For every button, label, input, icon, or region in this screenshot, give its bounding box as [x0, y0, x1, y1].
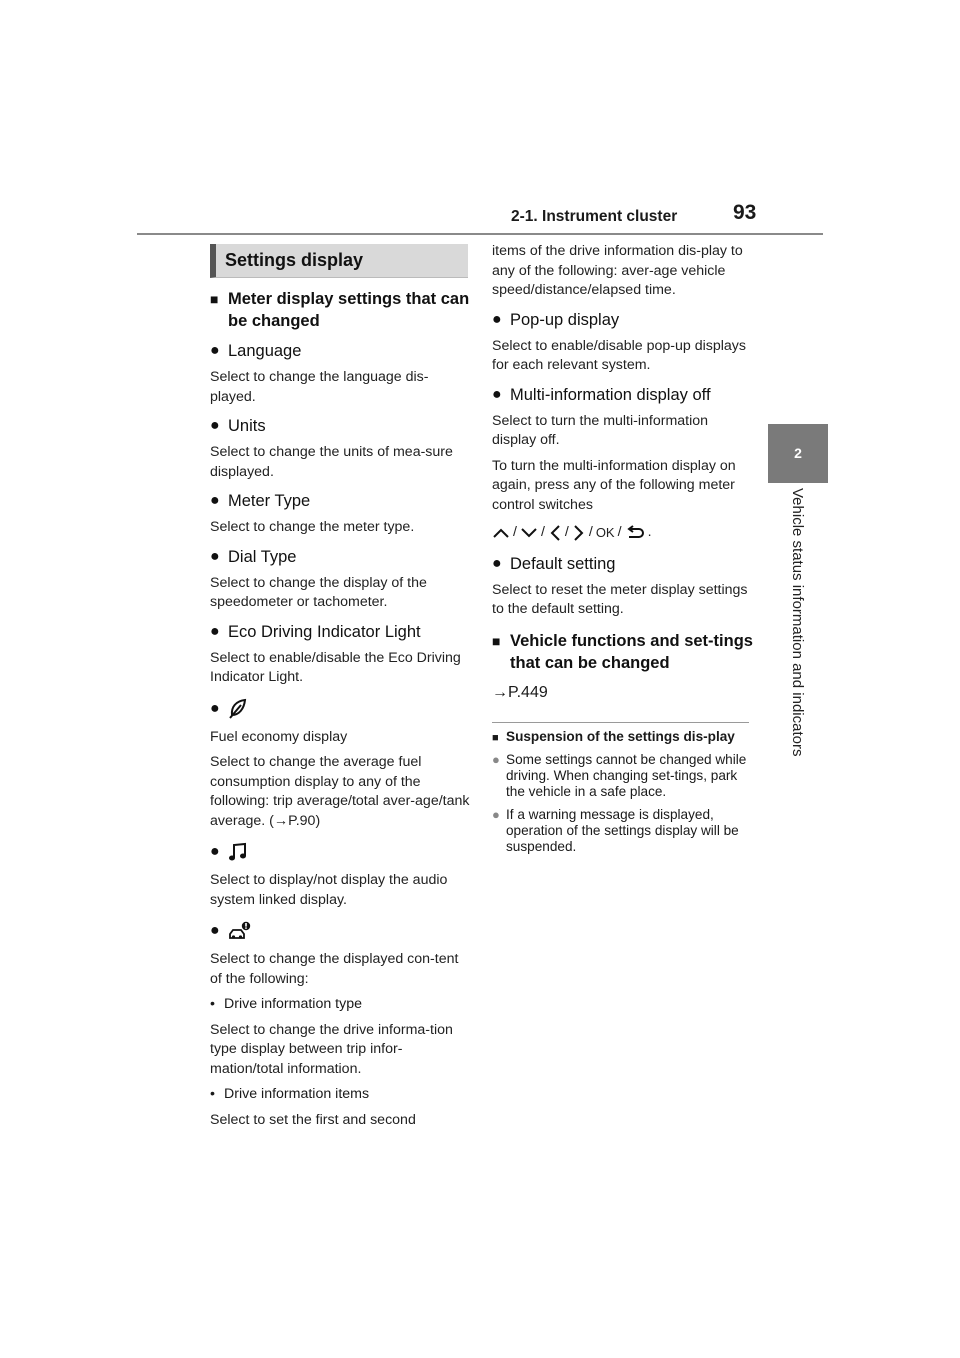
- drive-items-continued: items of the drive information dis-play to any of the following: aver-age vehicle speed/distance/elapsed time.: [492, 243, 743, 298]
- right-column: [492, 242, 754, 855]
- bullet-dot-icon: ●: [492, 310, 502, 328]
- page-ref-link[interactable]: P.90: [288, 812, 316, 829]
- dial-type-desc: Select to change the display of the speedometer or tachometer.: [210, 574, 427, 610]
- bullet-dot-icon: ●: [492, 806, 500, 822]
- bullet-dot-icon: ●: [210, 547, 220, 565]
- page-ref-link[interactable]: P.449: [508, 683, 548, 701]
- popup-desc: Select to enable/disable pop-up displays for each relevant system.: [492, 337, 746, 373]
- bullet-dot-icon: ●: [492, 554, 502, 572]
- language-desc: Select to change the language dis-played.: [210, 369, 429, 405]
- item-audio: [210, 841, 472, 910]
- item-meter-type: ● Meter Type Select to change the meter type.: [210, 490, 472, 538]
- meter-settings-heading: ■ Meter display settings that can be changed: [210, 290, 470, 330]
- ok-switch-label: OK: [595, 525, 615, 540]
- note-bullet: ● If a warning message is displayed, operation of the settings display will be suspended.: [492, 806, 739, 855]
- music-note-icon: [228, 841, 248, 863]
- car-info-icon: [228, 920, 252, 942]
- bullet-icon: •: [210, 996, 215, 1012]
- left-column: [210, 244, 472, 1130]
- chevron-right-icon: [572, 524, 586, 542]
- section-title: 2-1. Instrument cluster: [511, 208, 678, 225]
- item-dial-type: ● Dial Type Select to change the display of the speedometer or tachometer.: [210, 546, 472, 613]
- item-fuel-economy: [210, 698, 472, 832]
- item-default-setting: ● Default setting Select to reset the meter display settings to the default setting.: [492, 553, 754, 620]
- leaf-icon: [228, 698, 248, 720]
- item-eco-light: ● Eco Driving Indicator Light Select to enable/disable the Eco Driving Indicator Light.: [210, 621, 472, 688]
- meter-switches: / / / / OK / .: [492, 523, 754, 543]
- settings-display-heading: [210, 244, 468, 278]
- bullet-dot-icon: ●: [210, 342, 220, 359]
- item-units: ● Units Select to change the units of mea-sure displayed.: [210, 415, 472, 482]
- chevron-up-icon: [492, 526, 510, 540]
- chapter-title-text: Vehicle status information and indicators: [789, 488, 806, 757]
- drive-info-desc: Select to change the displayed con-tent of the following:: [210, 951, 459, 987]
- chevron-left-icon: [548, 524, 562, 542]
- chapter-tab: 2: [768, 424, 828, 483]
- units-desc: Select to change the units of mea-sure displayed.: [210, 444, 453, 480]
- bullet-dot-icon: ●: [210, 843, 220, 860]
- item-drive-info: [210, 920, 472, 1130]
- eco-light-desc: Select to enable/disable the Eco Driving Indicator Light.: [210, 649, 461, 685]
- arrow-icon: →: [492, 683, 508, 701]
- header-rule: [137, 233, 823, 235]
- note-heading: ■ Suspension of the settings dis-play: [492, 729, 754, 747]
- drive-info-type-desc: Select to change the drive informa-tion type display between trip infor-mation/total information.: [210, 1021, 453, 1077]
- audio-desc: Select to display/not display the audio system linked display.: [210, 872, 448, 908]
- page-number: 93: [733, 201, 757, 224]
- item-language: ● Language Select to change the language dis-played.: [210, 340, 472, 407]
- bullet-dot-icon: ●: [210, 492, 220, 509]
- square-bullet-icon: ■: [210, 291, 219, 307]
- vehicle-functions-heading: ■ Vehicle functions and set-tings that can be changed: [492, 631, 753, 672]
- note-bullet: ● Some settings cannot be changed while driving. When changing set-tings, park the vehicle in a safe place.: [492, 752, 747, 800]
- bullet-dot-icon: ●: [210, 622, 220, 640]
- fuel-economy-desc: Select to change the average fuel consumption display to any of the following: trip average/total aver-age/tank average. (→P.90): [210, 754, 470, 829]
- default-setting-desc: Select to reset the meter display settings to the default setting.: [492, 581, 748, 617]
- item-popup: ● Pop-up display Select to enable/disable pop-up displays for each relevant system.: [492, 309, 754, 376]
- bullet-dot-icon: ●: [492, 385, 502, 403]
- drive-info-items-desc: Select to set the first and second: [210, 1111, 416, 1128]
- mid-off-desc: Select to turn the multi-information display off.: [492, 412, 709, 448]
- chevron-down-icon: [520, 526, 538, 540]
- square-bullet-icon: ■: [492, 632, 501, 649]
- bullet-dot-icon: ●: [210, 417, 220, 434]
- note-divider: [492, 722, 749, 723]
- arrow-icon: →: [273, 812, 289, 829]
- bullet-dot-icon: ●: [210, 699, 220, 717]
- meter-type-desc: Select to change the meter type.: [210, 519, 415, 535]
- bullet-dot-icon: ●: [492, 752, 500, 767]
- chapter-side-title: [768, 488, 828, 808]
- settings-display-title: Settings display: [225, 250, 364, 270]
- drive-info-items-item: • Drive information items: [210, 1085, 472, 1105]
- bullet-icon: •: [210, 1086, 215, 1102]
- fuel-economy-title: Fuel economy display: [210, 728, 348, 745]
- bullet-dot-icon: ●: [210, 922, 220, 939]
- vehicle-functions-ref: [492, 684, 754, 702]
- mid-on-desc: To turn the multi-information display on again, press any of the following meter control switches: [492, 457, 736, 513]
- item-mid-off: ● Multi-information display off Select to turn the multi-information display off. To turn the multi-information display on again, press any of the following meter control switches / / / / OK / .: [492, 384, 754, 543]
- square-bullet-icon: ■: [492, 731, 499, 744]
- drive-info-type-item: • Drive information type: [210, 995, 472, 1015]
- back-arrow-icon: [625, 525, 645, 541]
